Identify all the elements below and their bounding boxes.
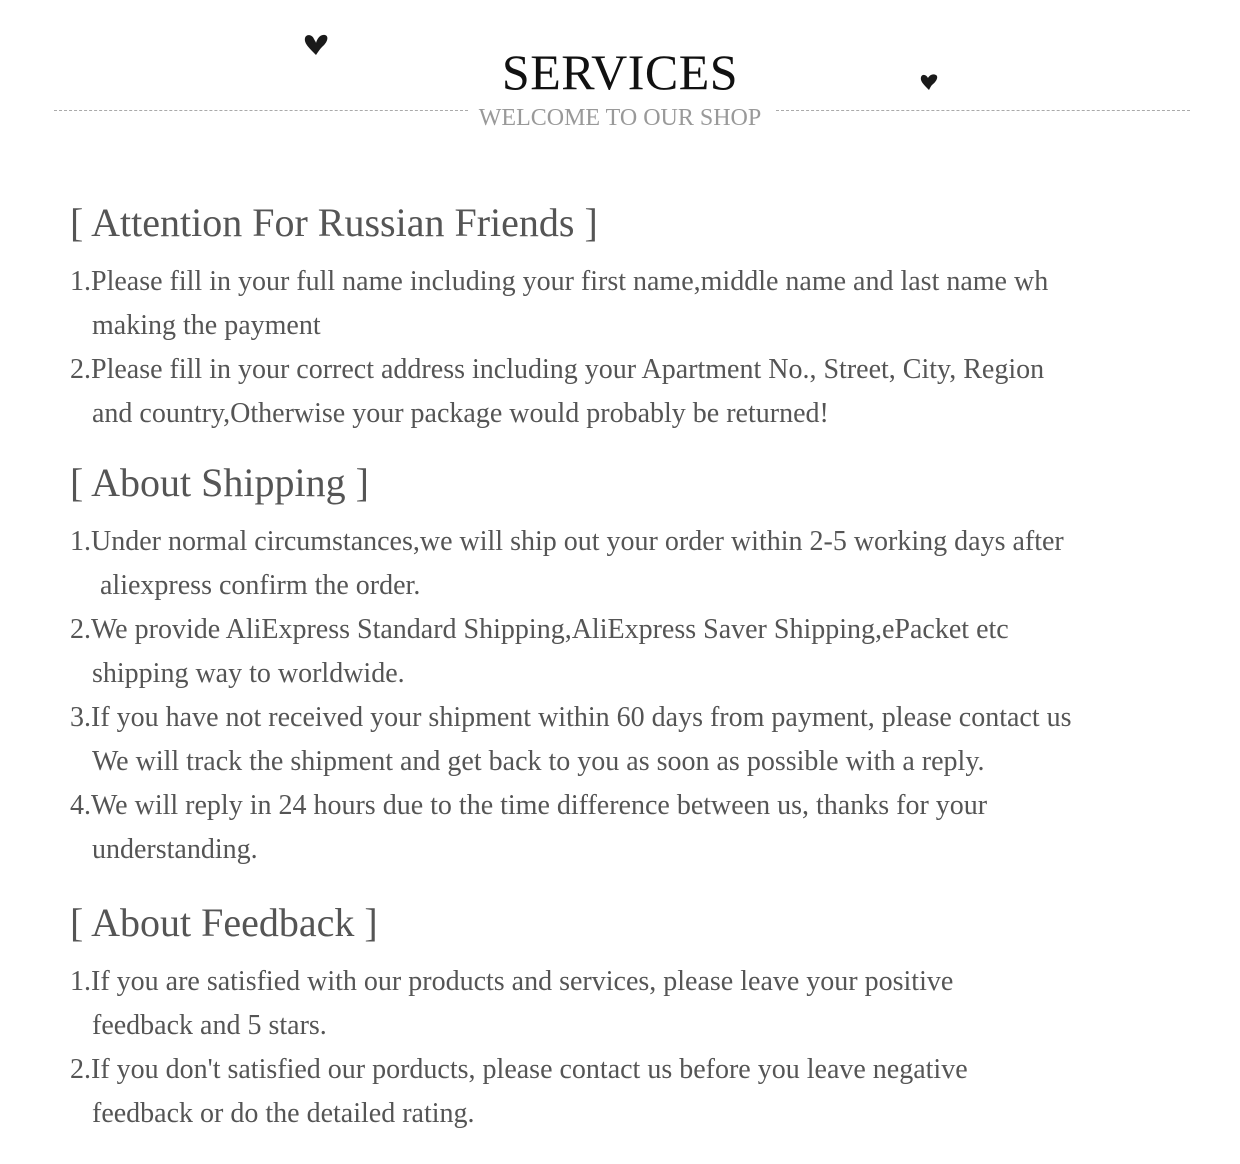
- list-item-continuation: shipping way to worldwide.: [92, 658, 405, 689]
- list-item: 4.We will reply in 24 hours due to the time difference between us, thanks for your: [70, 790, 988, 821]
- list-item: 1.Please fill in your full name including your first name,middle name and last name wh: [70, 266, 1049, 297]
- list-item-continuation: feedback or do the detailed rating.: [92, 1098, 475, 1129]
- section-title-feedback: [ About Feedback ]: [70, 900, 378, 945]
- section-title-shipping: [ About Shipping ]: [70, 460, 369, 505]
- page-subtitle: WELCOME TO OUR SHOP: [478, 105, 762, 131]
- list-item: 2.We provide AliExpress Standard Shipping,AliExpress Saver Shipping,ePacket etc: [70, 614, 1009, 645]
- list-item: 2.If you don't satisfied our porducts, please contact us before you leave negative: [70, 1054, 968, 1085]
- page-title: SERVICES: [501, 44, 739, 100]
- list-item-continuation: making the payment: [92, 310, 321, 341]
- list-item-continuation: and country,Otherwise your package would probably be returned!: [92, 398, 829, 429]
- list-item: 1.Under normal circumstances,we will ship out your order within 2-5 working days after: [70, 526, 1064, 557]
- list-item-continuation: aliexpress confirm the order.: [100, 570, 421, 601]
- section-title-russian-friends: [ Attention For Russian Friends ]: [70, 200, 598, 245]
- list-item-continuation: understanding.: [92, 834, 258, 865]
- list-item: 3.If you have not received your shipment within 60 days from payment, please contact us: [70, 702, 1072, 733]
- list-item: 1.If you are satisfied with our products and services, please leave your positive: [70, 966, 954, 997]
- list-item-continuation: feedback and 5 stars.: [92, 1010, 327, 1041]
- page-header: [0, 0, 1240, 150]
- list-item: 2.Please fill in your correct address including your Apartment No., Street, City, Region: [70, 354, 1045, 385]
- list-item-continuation: We will track the shipment and get back to you as soon as possible with a reply.: [92, 746, 985, 777]
